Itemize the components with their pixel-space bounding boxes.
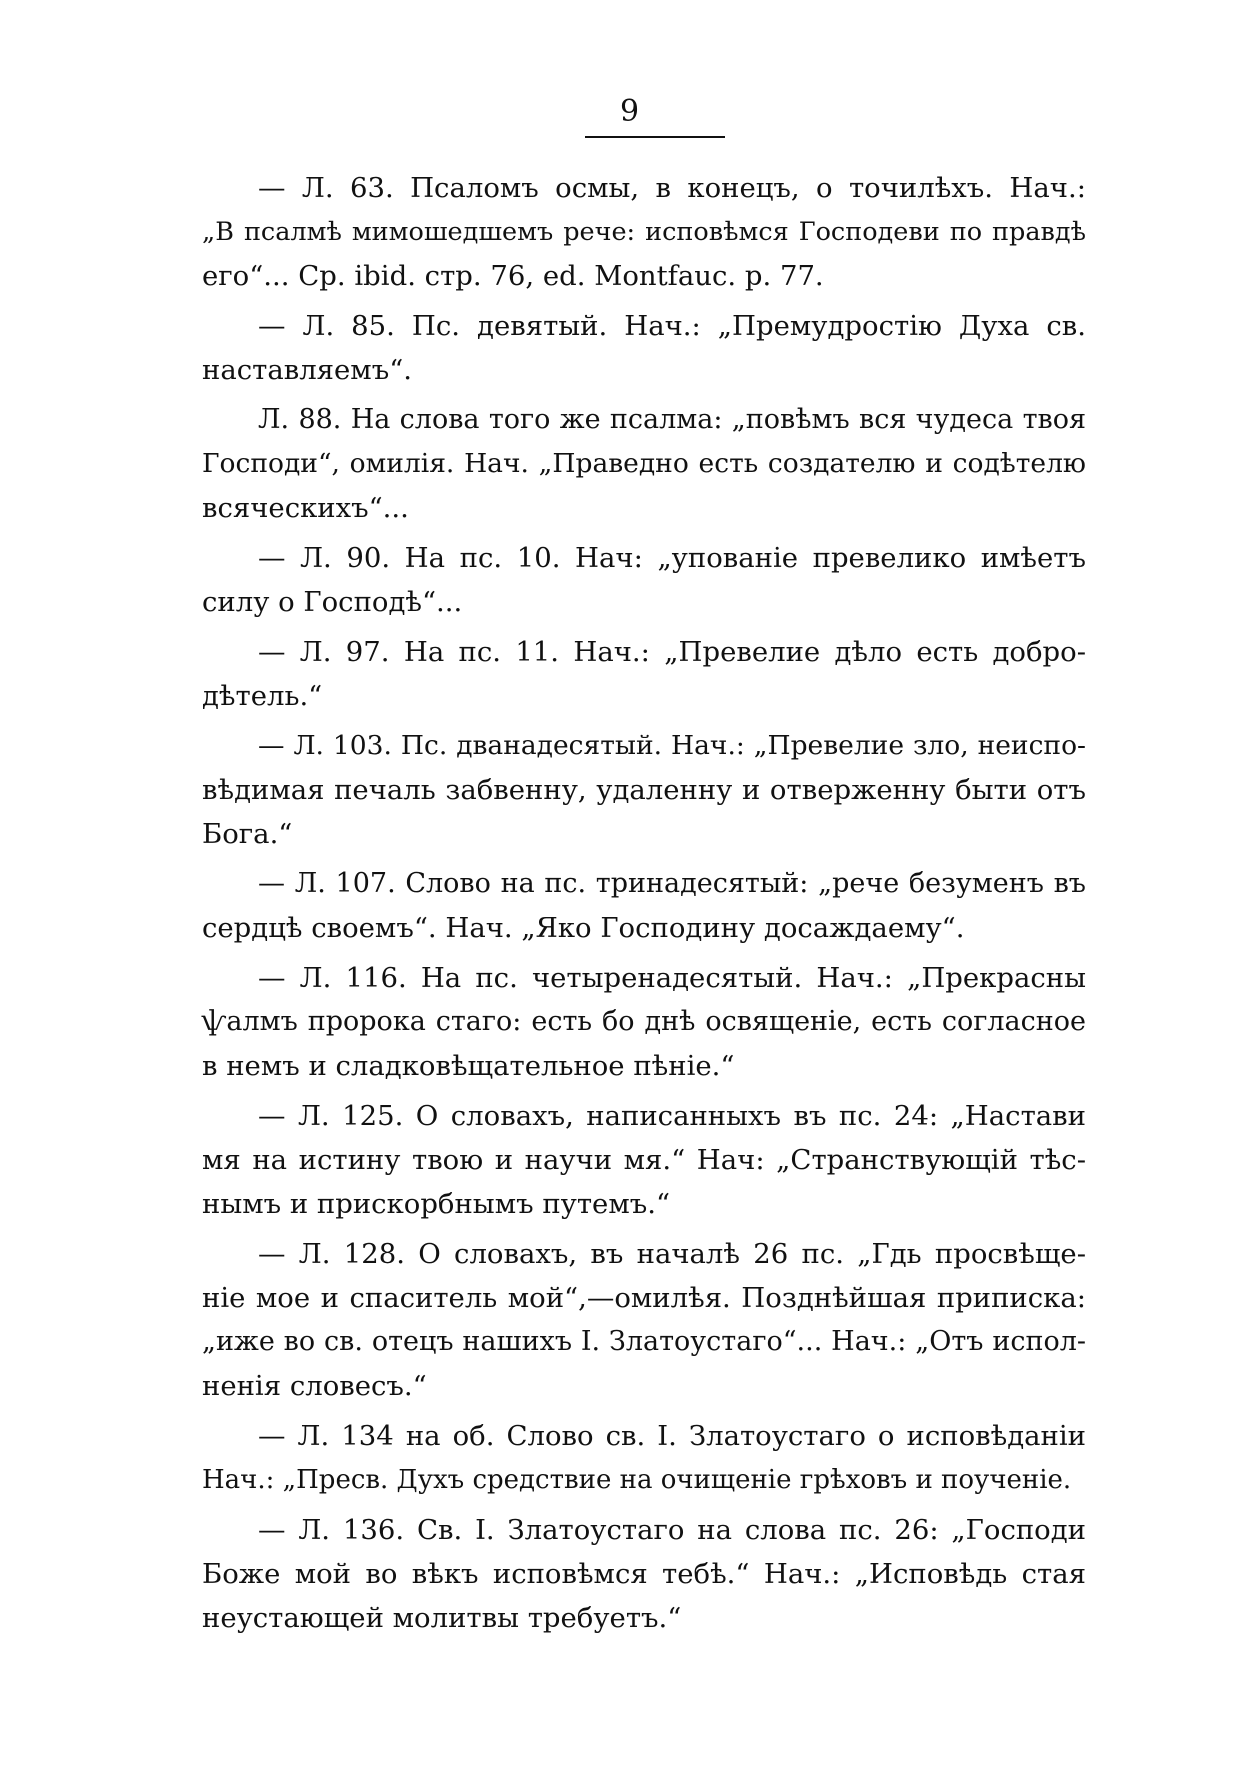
text-line: — Л. 90. На пс. 10. Нач: „упованіе превелико имѣетъ: [258, 542, 1086, 574]
text-line: ненія словесъ.“: [202, 1370, 427, 1402]
text-line: — Л. 125. О словахъ, написанныхъ въ пс. 24: „Настави: [258, 1100, 1086, 1132]
catalog-entry-folio-125: [202, 1094, 1086, 1226]
catalog-entry-folio-107: [202, 862, 1086, 950]
catalog-entry-folio-63: [202, 166, 1086, 298]
text-line: — Л. 128. О словахъ, въ началѣ 26 пс. „Гдь просвѣще-: [258, 1238, 1086, 1270]
text-line: нымъ и прискорбнымъ путемъ.“: [202, 1188, 671, 1220]
text-line: — Л. 107. Слово на пс. тринадесятый: „рече безуменъ въ: [258, 868, 1086, 899]
text-line: — Л. 85. Пс. девятый. Нач.: „Премудростію Духа св.: [258, 310, 1086, 342]
text-line: мя на истину твою и научи мя.“ Нач: „Странствующій тѣс-: [202, 1144, 1086, 1176]
text-line: — Л. 63. Псаломъ осмы, в конецъ, о точилѣхъ. Нач.:: [258, 172, 1086, 204]
page-number-rule: [585, 136, 725, 138]
text-line: Господи“, омилія. Нач. „Праведно есть создателю и содѣтелю: [202, 448, 1086, 479]
text-line: Л. 88. На слова того же псалма: „повѣмъ вся чудеса твоя: [258, 404, 1086, 435]
text-line: наставляемъ“.: [202, 354, 412, 386]
text-line: — Л. 103. Пс. дванадесятый. Нач.: „Превелие зло, неиспо-: [258, 730, 1086, 761]
page-number: 9: [619, 94, 640, 129]
text-line: „иже во св. отецъ нашихъ І. Златоустаго“... Нач.: „Отъ испол-: [202, 1326, 1086, 1357]
catalog-entry-folio-85: [202, 304, 1086, 392]
catalog-entry-folio-128: [202, 1232, 1086, 1408]
text-line: силу о Господѣ“...: [202, 586, 463, 618]
text-line: Нач.: „Пресв. Духъ средствие на очищеніе грѣховъ и поученіе.: [202, 1465, 1072, 1495]
catalog-entry-folio-88: [202, 398, 1086, 530]
text-line: — Л. 136. Св. І. Златоустаго на слова пс. 26: „Господи: [258, 1514, 1086, 1546]
catalog-entry-folio-97: [202, 630, 1086, 718]
catalog-entry-folio-90: [202, 536, 1086, 624]
text-line: — Л. 134 на об. Слово св. І. Златоустаго о исповѣданіи: [258, 1420, 1086, 1452]
text-line: Бога.“: [202, 818, 293, 850]
text-line: „В псалмѣ мимошедшемъ рече: исповѣмся Господеви по правдѣ: [202, 217, 1086, 247]
text-line: — Л. 97. На пс. 11. Нач.: „Превелие дѣло есть добро-: [258, 636, 1086, 668]
catalog-entry-folio-136: [202, 1508, 1086, 1640]
text-line: дѣтель.“: [202, 680, 323, 712]
text-line: вѣдимая печаль забвенну, удаленну и отверженну быти отъ: [202, 774, 1086, 806]
text-line: Боже мой во вѣкъ исповѣмся тебѣ.“ Нач.: „Исповѣдь стая: [202, 1558, 1086, 1590]
text-line: сердцѣ своемъ“. Нач. „Яко Господину досаждаему“.: [202, 912, 965, 944]
text-line: ѱалмъ пророка стаго: есть бо днѣ освященіе, есть согласное: [202, 1006, 1086, 1037]
text-line: его“... Ср. ibid. стр. 76, ed. Montfauc. p. 77.: [202, 260, 824, 292]
text-line: всяческихъ“...: [202, 492, 409, 524]
catalog-entry-folio-116: [202, 956, 1086, 1088]
catalog-text: [202, 166, 1086, 1646]
text-line: — Л. 116. На пс. четыренадесятый. Нач.: „Прекрасны: [258, 962, 1086, 994]
text-line: в немъ и сладковѣщательное пѣніе.“: [202, 1050, 735, 1082]
text-line: неустающей молитвы требуетъ.“: [202, 1602, 682, 1634]
text-line: ніе мое и спаситель мой“,—омилѣя. Позднѣйшая приписка:: [202, 1282, 1086, 1314]
catalog-entry-folio-134: [202, 1414, 1086, 1502]
catalog-entry-folio-103: [202, 724, 1086, 856]
